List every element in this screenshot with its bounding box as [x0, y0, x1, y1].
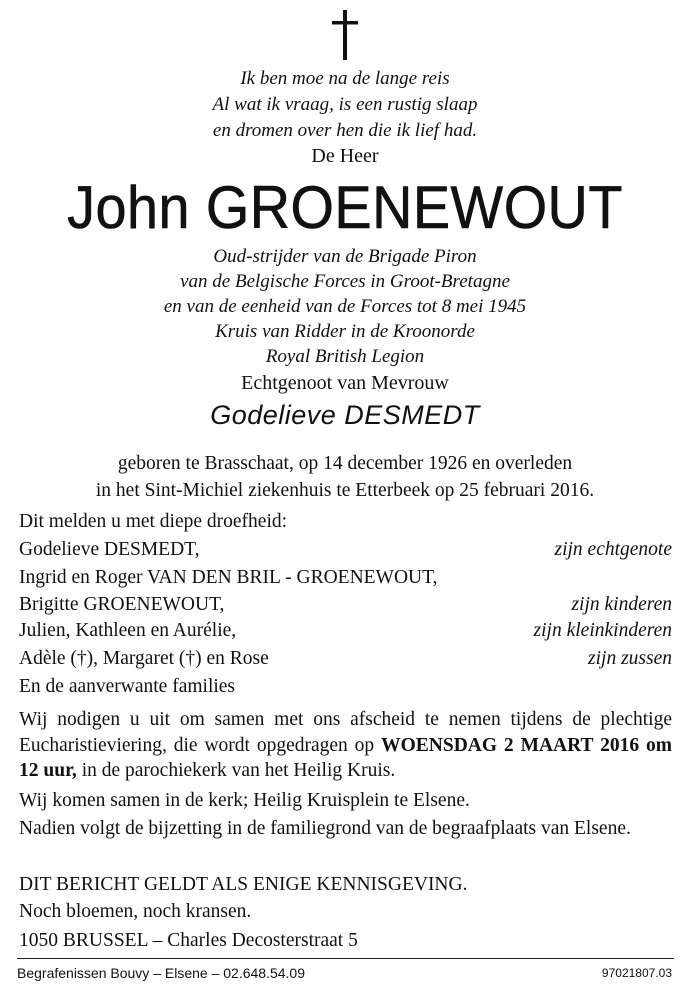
- honors: [0, 244, 690, 369]
- poem-line: Al wat ik vraag, is een rustig slaap: [212, 94, 478, 115]
- mourner-row: [19, 564, 672, 591]
- birth-death-line: geboren te Brasschaat, op 14 december 1926 en overleden: [117, 453, 573, 474]
- footer-divider: [17, 958, 674, 959]
- mourner-relation: zijn echtgenote: [554, 539, 672, 560]
- family-address: 1050 BRUSSEL – Charles Decosterstraat 5: [19, 930, 358, 951]
- mourner-names: Ingrid en Roger VAN DEN BRIL - GROENEWOUT,: [19, 567, 438, 588]
- mourner-names: Godelieve DESMEDT,: [19, 539, 200, 560]
- poem: [0, 66, 690, 144]
- reference-number: 97021807.03: [601, 966, 672, 980]
- notice-statement: DIT BERICHT GELDT ALS ENIGE KENNISGEVING.: [19, 874, 468, 895]
- spouse-name: Godelieve DESMEDT: [210, 400, 480, 430]
- honor-line: Oud-strijder van de Brigade Piron: [213, 246, 477, 267]
- honor-line: en van de eenheid van de Forces tot 8 mei 1945: [163, 296, 527, 317]
- mourner-relation: zijn zussen: [588, 648, 672, 669]
- poem-line: en dromen over hen die ik lief had.: [212, 120, 478, 141]
- meeting-place: Wij komen samen in de kerk; Heilig Kruisplein te Elsene.: [19, 790, 470, 811]
- mourner-row: [19, 645, 672, 673]
- cross-icon: [327, 10, 363, 60]
- birth-death-line: in het Sint-Michiel ziekenhuis te Etterbeek op 25 februari 2016.: [95, 480, 595, 501]
- poem-line: Ik ben moe na de lange reis: [240, 68, 450, 89]
- mourners-intro-text: Dit melden u met diepe droefheid:: [19, 511, 288, 532]
- mourner-row: [19, 673, 672, 701]
- ceremony-invitation: [19, 707, 672, 784]
- mourner-names: Brigitte GROENEWOUT,: [19, 594, 225, 615]
- mourner-relation: zijn kleinkinderen: [533, 620, 672, 641]
- burial-info: Nadien volgt de bijzetting in de familiegrond van de begraafplaats van Elsene.: [19, 818, 631, 839]
- honor-line: Royal British Legion: [265, 346, 425, 367]
- birth-death-info: [0, 450, 690, 504]
- mourner-row: [19, 536, 672, 564]
- mourner-row: [19, 591, 672, 617]
- no-flowers-note: Noch bloemen, noch kransen.: [19, 901, 252, 922]
- mourner-names: Julien, Kathleen en Aurélie,: [19, 620, 237, 641]
- deceased-name: John GROENEWOUT: [67, 174, 623, 241]
- invitation-text-end: in de parochiekerk van het Heilig Kruis.: [76, 760, 396, 781]
- honor-line: Kruis van Ridder in de Kroonorde: [215, 321, 475, 342]
- mourner-relation: zijn kinderen: [571, 594, 672, 615]
- spouse-label: Echtgenoot van Mevrouw: [241, 372, 449, 394]
- mourner-row: [19, 617, 672, 645]
- mourners-intro: [19, 508, 672, 536]
- honor-line: van de Belgische Forces in Groot-Bretagne: [180, 271, 510, 292]
- invitation-text: Wij nodigen u uit om samen met ons afscheid te nemen tijdens de plechtige Eucharistieviering, die wordt opgedragen op: [19, 709, 672, 756]
- salutation: De Heer: [311, 145, 379, 167]
- mourner-names: Adèle (†), Margaret (†) en Rose: [19, 648, 269, 669]
- mourners-list: [19, 508, 672, 701]
- funeral-home: Begrafenissen Bouvy – Elsene – 02.648.54.09: [17, 965, 305, 981]
- ceremony-date: WOENSDAG 2 MAART 2016 om 12 uur,: [19, 734, 672, 781]
- mourner-names: En de aanverwante families: [19, 676, 236, 697]
